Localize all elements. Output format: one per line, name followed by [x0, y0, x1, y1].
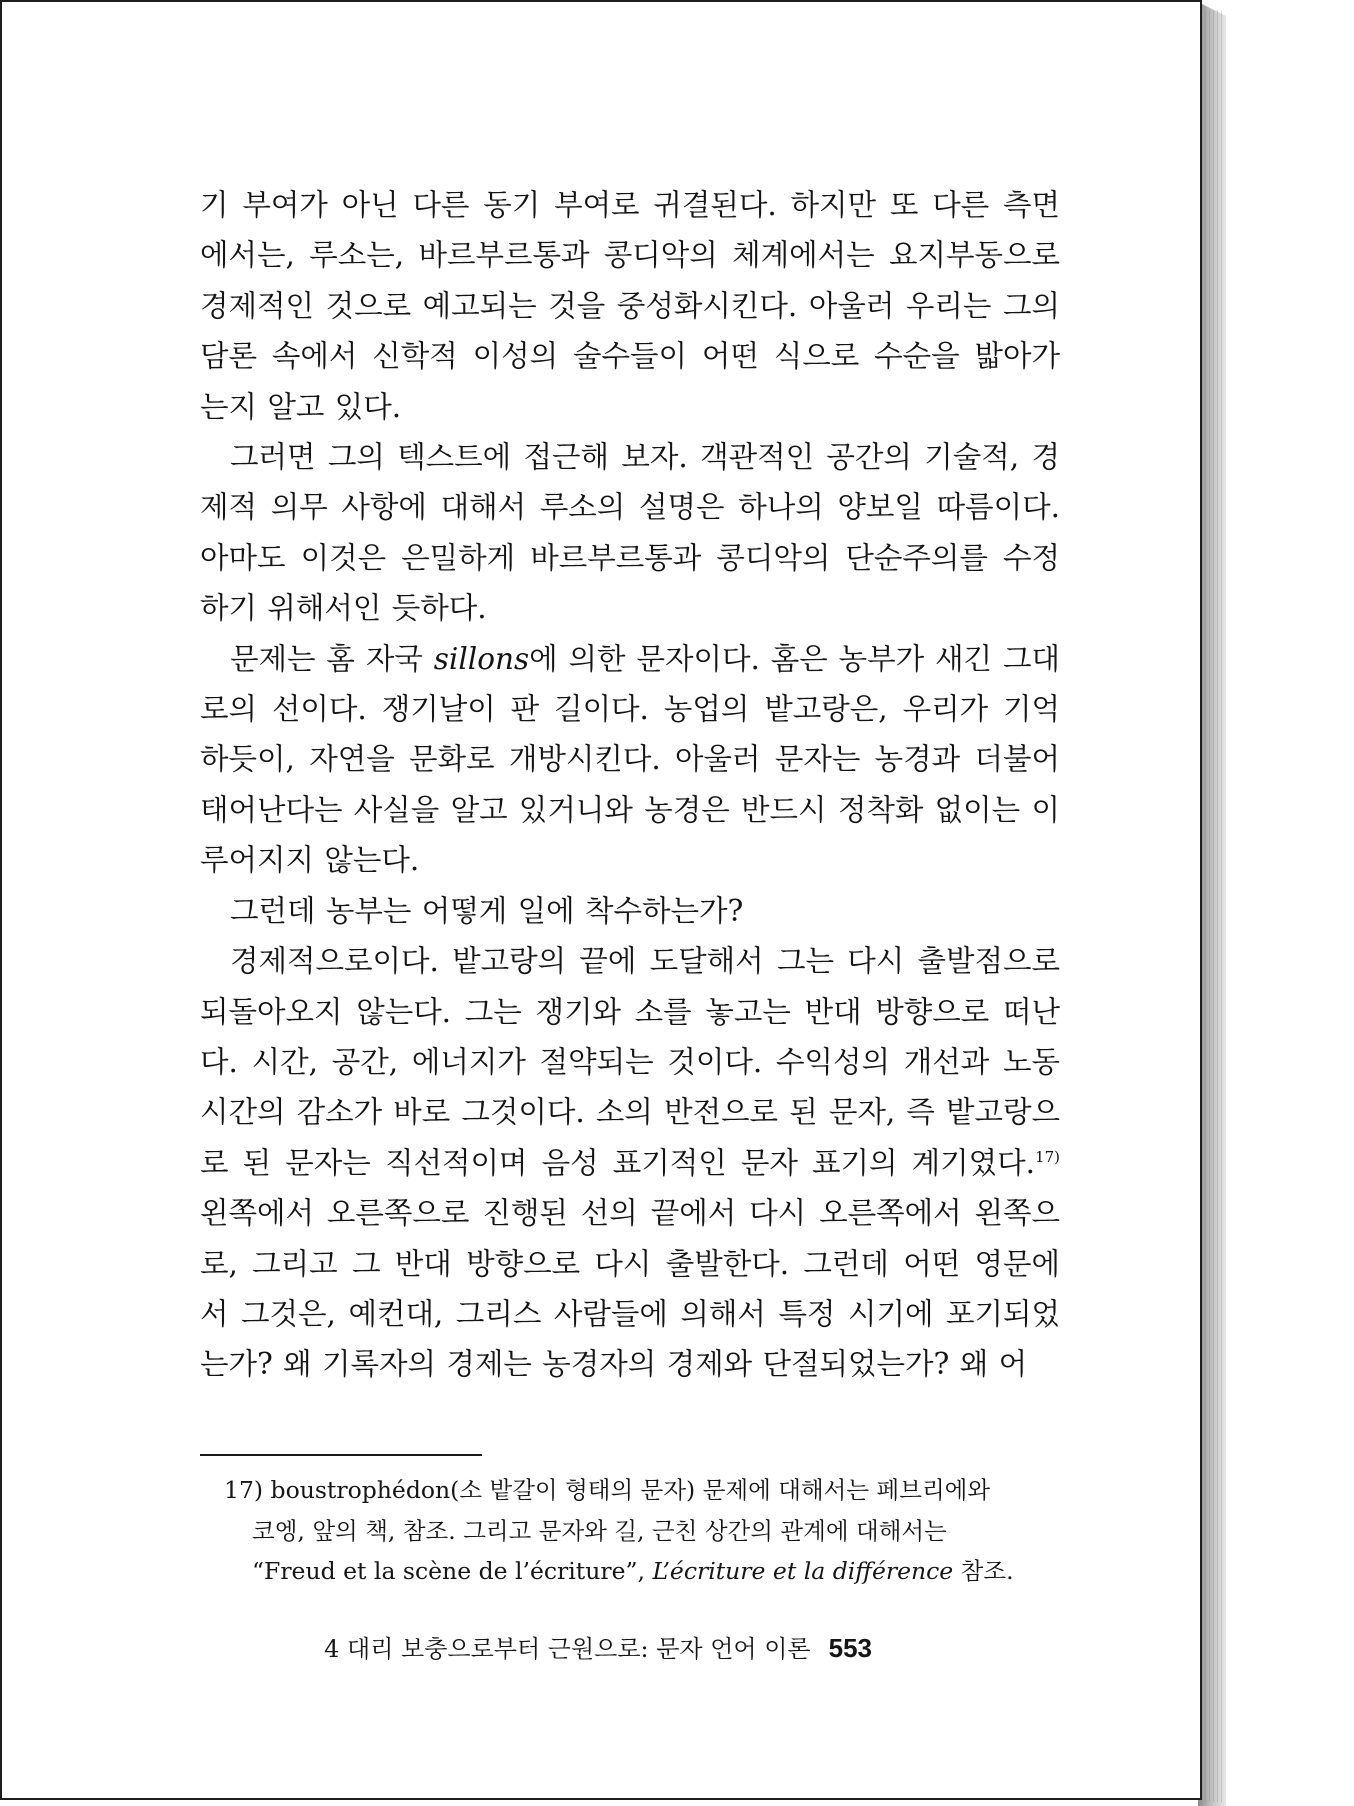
footnote-line: 17) boustrophédon(소 밭갈이 형태의 문자) 문제에 대해서는 페브리에와 [224, 1476, 991, 1504]
footnote-citation-end: 참조. [953, 1557, 1014, 1585]
text-line: 이루어지지 않는다. [200, 792, 1060, 878]
text-line: 기 부여가 아닌 다른 동기 부여로 귀결된다. 하지만 또 다른 측면 [200, 188, 1060, 222]
footnote-17 [224, 1470, 1060, 1592]
footnote-line: 코엥, 앞의 책, 참조. 그리고 문자와 길, 근친 상간의 관계에 대해서는 [252, 1516, 947, 1545]
text-line: 하듯이, 자연을 문화로 개방시킨다. 아울러 문자는 농경과 더불어 [200, 742, 1060, 777]
text-line: 서 그것은, 예컨대, 그리스 사람들에 의해서 특정 시기에 포기되었 [200, 1296, 1060, 1331]
paragraph-1 [200, 180, 1060, 432]
text-line: 경제적인 것으로 예고되는 것을 중성화시킨다. 아울러 우리는 그의 [200, 288, 1060, 323]
chapter-title: 4 대리 보충으로부터 근원으로: 문자 언어 이론 [324, 1635, 811, 1663]
footnote-citation: “Freud et la scène de l’écriture”, [252, 1557, 653, 1585]
text-line: 아마도 이것은 은밀하게 바르부르통과 콩디악의 단순주의를 수정 [200, 540, 1060, 575]
text-line: 담론 속에서 신학적 이성의 술수들이 어떤 식으로 수순을 밟아가 [200, 339, 1060, 374]
running-footer [324, 1628, 872, 1669]
text-line: 그러면 그의 텍스트에 접근해 보자. 객관적인 공간의 기술적, 경 [230, 440, 1060, 475]
text-line: 그런데 농부는 어떻게 일에 착수하는가? [230, 893, 744, 928]
text-line: 시간의 감소가 바로 그것이다. 소의 반전으로 된 문자, 즉 밭고랑으 [200, 1095, 1060, 1130]
text-line: 에서는, 루소는, 바르부르통과 콩디악의 체계에서는 요지부동으로 [200, 238, 1060, 273]
text-line-end: 에 의한 문자이다. 홈은 농부가 새긴 그대 [529, 641, 1060, 676]
text-line: 왼쪽에서 오른쪽으로 진행된 선의 끝에서 다시 오른쪽에서 왼쪽으 [200, 1196, 1060, 1231]
text-line-start: 문제는 홈 자국 [230, 641, 434, 676]
page-stack-edge-lines [1202, 10, 1224, 1802]
text-line: 경제적으로이다. 밭고랑의 끝에 도달해서 그는 다시 출발점으로 [230, 944, 1060, 979]
body-text [200, 180, 1060, 1390]
text-line: 제적 의무 사항에 대해서 루소의 설명은 하나의 양보일 따름이다. [200, 490, 1060, 525]
text-line: 하기 위해서인 듯하다. [200, 591, 487, 626]
text-line: 로 된 문자는 직선적이며 음성 표기적인 문자 표기의 계기였다. [200, 1145, 1036, 1180]
paragraph-3 [200, 634, 1060, 886]
paragraph-2 [200, 432, 1060, 634]
paragraph-4 [200, 886, 1060, 936]
text-line: 태어난다는 사실을 알고 있거니와 농경은 반드시 정착화 없이는 [200, 792, 1021, 827]
text-line: 로, 그리고 그 반대 방향으로 다시 출발한다. 그런데 어떤 영문에 [200, 1246, 1060, 1281]
page-number: 553 [828, 1633, 872, 1663]
paragraph-5 [200, 936, 1060, 1390]
footnote-book-title: L’écriture et la différence [652, 1557, 954, 1585]
italic-term: sillons [433, 641, 530, 676]
text-line: 다. 시간, 공간, 에너지가 절약되는 것이다. 수익성의 개선과 노동 [200, 1044, 1060, 1079]
footnote-line [224, 1551, 1060, 1592]
footnote-reference[interactable]: 17) [1035, 1147, 1060, 1166]
text-line: 는지 알고 있다. [200, 389, 402, 424]
text-line: 는가? 왜 기록자의 경제는 농경자의 경제와 단절되었는가? 왜 어 [200, 1347, 1028, 1382]
footnote-divider [200, 1454, 482, 1456]
text-line: 로의 선이다. 쟁기날이 판 길이다. 농업의 밭고랑은, 우리가 기억 [200, 692, 1060, 727]
text-line: 되돌아오지 않는다. 그는 쟁기와 소를 놓고는 반대 방향으로 떠난 [200, 994, 1060, 1029]
